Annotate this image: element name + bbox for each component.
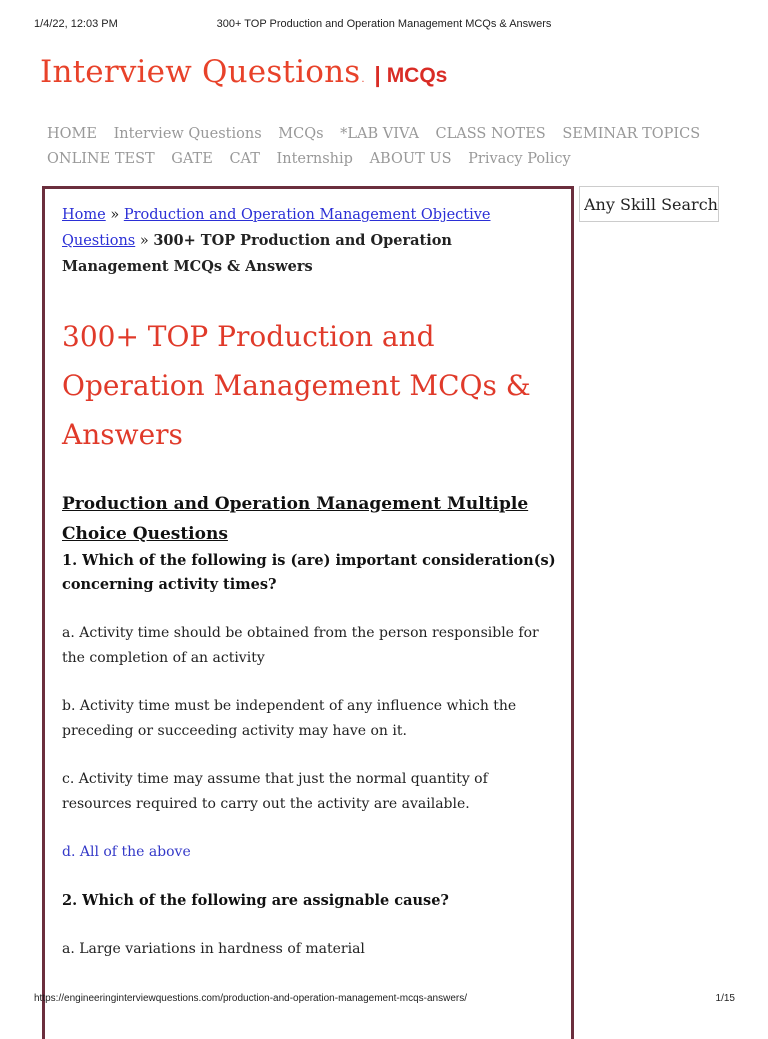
breadcrumb-category-link[interactable]: Production and Operation Management Objective Questions bbox=[62, 207, 491, 249]
breadcrumb-home-link[interactable]: Home bbox=[62, 207, 106, 223]
question-2-option-a: a. Large variations in hardness of material bbox=[62, 940, 365, 957]
nav-item-cat[interactable]: CAT bbox=[229, 151, 260, 167]
print-header bbox=[0, 0, 768, 40]
logo-separator: | bbox=[374, 62, 381, 87]
breadcrumb-separator: » bbox=[105, 207, 124, 223]
site-logo-text[interactable]: Interview Questions bbox=[40, 54, 361, 90]
section-heading: Production and Operation Management Multiple Choice Questions bbox=[62, 494, 529, 544]
question-1-option-a: a. Activity time should be obtained from the person responsible for the completion of an activity bbox=[62, 625, 539, 666]
nav-item-online-test[interactable]: ONLINE TEST bbox=[47, 151, 155, 167]
question-1-option-b: b. Activity time must be independent of any influence which the preceding or succeeding activity may have on it. bbox=[62, 698, 517, 739]
question-1: 1. Which of the following is (are) important consideration(s) concerning activity times? bbox=[62, 552, 556, 593]
print-footer bbox=[0, 993, 768, 1013]
nav-item-mcqs[interactable]: MCQs bbox=[278, 126, 324, 142]
article-container bbox=[42, 186, 574, 1039]
nav-item-gate[interactable]: GATE bbox=[171, 151, 213, 167]
question-1-answer: d. All of the above bbox=[62, 844, 191, 860]
main-nav bbox=[47, 122, 727, 172]
question-1-option-c: c. Activity time may assume that just the normal quantity of resources required to carry out the activity are available. bbox=[62, 771, 488, 812]
print-page-number: 1/15 bbox=[715, 993, 735, 1004]
nav-item-home[interactable]: HOME bbox=[47, 126, 97, 142]
breadcrumb-current: 300+ TOP Production and Operation Management MCQs & Answers bbox=[62, 232, 452, 275]
nav-item-lab-viva[interactable]: *LAB VIVA bbox=[340, 126, 419, 142]
site-header bbox=[40, 54, 447, 90]
nav-item-seminar-topics[interactable]: SEMINAR TOPICS bbox=[562, 126, 701, 142]
print-url: https://engineeringinterviewquestions.com/production-and-operation-management-mcqs-answers/ bbox=[34, 993, 468, 1004]
print-title: 300+ TOP Production and Operation Management MCQs & Answers bbox=[216, 18, 552, 30]
breadcrumb bbox=[62, 203, 556, 280]
nav-item-about-us[interactable]: ABOUT US bbox=[369, 151, 452, 167]
site-section-label[interactable]: MCQs bbox=[386, 64, 448, 87]
nav-item-class-notes[interactable]: CLASS NOTES bbox=[435, 126, 546, 142]
article-inner bbox=[62, 203, 556, 961]
nav-item-internship[interactable]: Internship bbox=[276, 151, 353, 167]
nav-item-privacy-policy[interactable]: Privacy Policy bbox=[468, 151, 571, 167]
print-datetime: 1/4/22, 12:03 PM bbox=[34, 18, 118, 30]
nav-item-interview-questions[interactable]: Interview Questions bbox=[113, 126, 262, 142]
breadcrumb-separator: » bbox=[135, 233, 154, 249]
skill-search-input[interactable] bbox=[580, 187, 719, 221]
question-2: 2. Which of the following are assignable cause? bbox=[62, 891, 449, 909]
page-title: 300+ TOP Production and Operation Management MCQs & Answers bbox=[62, 320, 531, 451]
skill-search-box bbox=[579, 186, 719, 222]
site-logo-dot: . bbox=[361, 74, 365, 85]
